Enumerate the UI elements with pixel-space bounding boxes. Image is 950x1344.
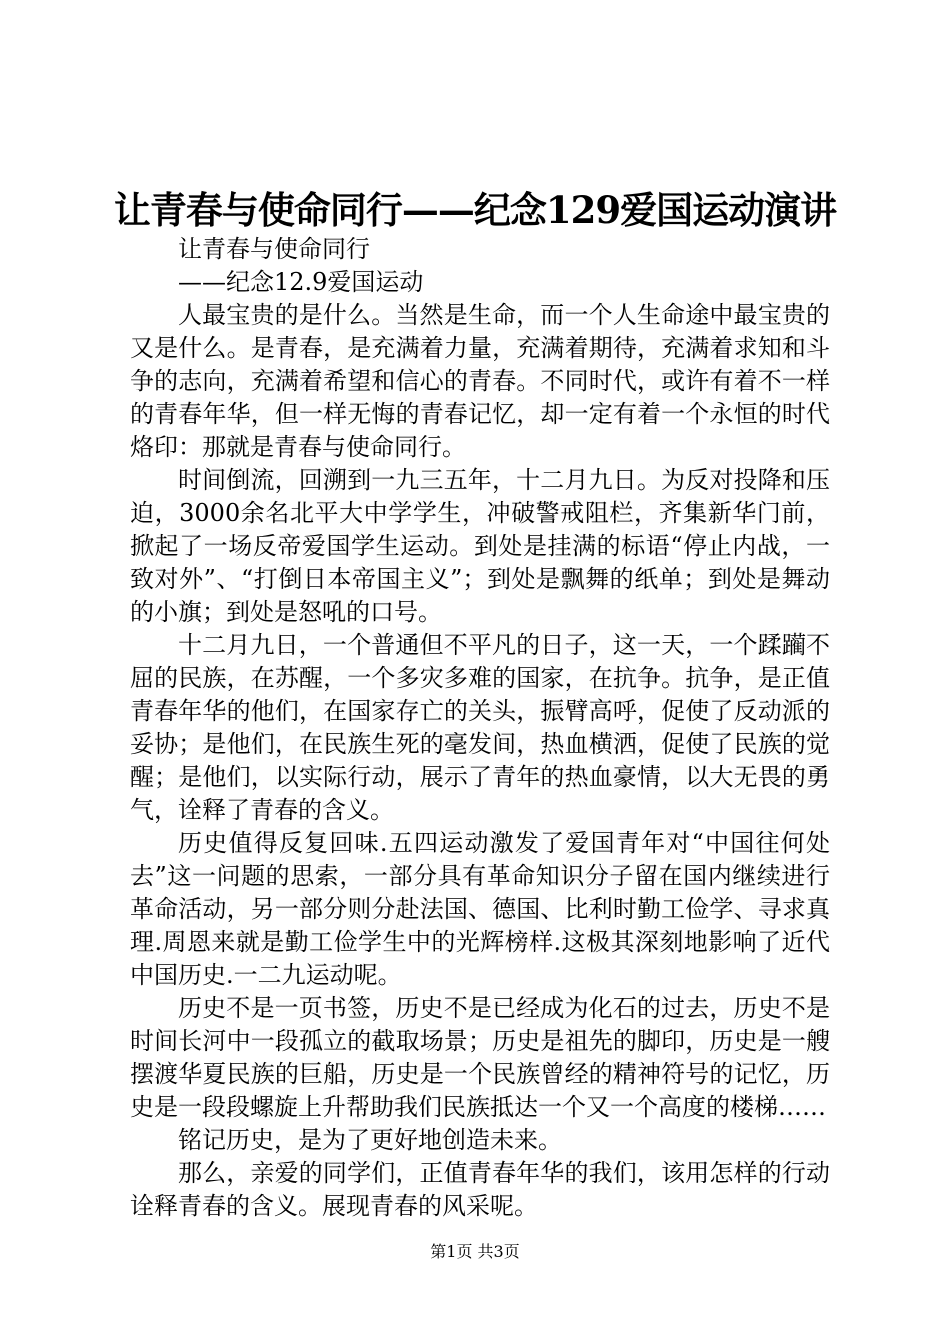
document-body [130, 233, 830, 1223]
body-paragraph: 铭记历史，是为了更好地创造未来。 [178, 1126, 562, 1154]
body-paragraph: 历史值得反复回味.五四运动激发了爱国青年对“中国往何处去”这一问题的思索，一部分具有革命知识分子留在国内继续进行革命活动，另一部分则分赴法国、德国、比利时勤工俭学、寻求真理.周恩来就是勤工俭学生中的光辉榜样.这极其深刻地影响了近代中国历史.一二九运动呢。 [130, 829, 830, 989]
body-paragraph: 十二月九日，一个普通但不平凡的日子，这一天，一个蹂躏不屈的民族，在苏醒，一个多灾多难的国家，在抗争。抗争，是正值青春年华的他们，在国家存亡的关头，振臂高呼，促使了反动派的妥协；是他们，在民族生死的毫发间，热血横洒，促使了民族的觉醒；是他们，以实际行动，展示了青年的热血豪情，以大无畏的勇气，诠释了青春的含义。 [130, 631, 830, 824]
page-title: 让青春与使命同行——纪念129爱国运动演讲 [113, 188, 837, 232]
body-paragraph: 人最宝贵的是什么。当然是生命，而一个人生命途中最宝贵的又是什么。是青春，是充满着力量，充满着期待，充满着求知和斗争的志向，充满着希望和信心的青春。不同时代，或许有着不一样的青春年华，但一样无悔的青春记忆，却一定有着一个永恒的时代烙印：那就是青春与使命同行。 [130, 301, 830, 461]
subtitle-line: 让青春与使命同行 [178, 235, 370, 263]
body-paragraph: 时间倒流，回溯到一九三五年，十二月九日。为反对投降和压迫，3000余名北平大中学学生，冲破警戒阻栏，齐集新华门前，掀起了一场反帝爱国学生运动。到处是挂满的标语“停止内战，一致对外”、“打倒日本帝国主义”；到处是飘舞的纸单；到处是舞动的小旗；到处是怒吼的口号。 [130, 466, 830, 626]
body-paragraph: 历史不是一页书签，历史不是已经成为化石的过去，历史不是时间长河中一段孤立的截取场景；历史是祖先的脚印，历史是一艘摆渡华夏民族的巨船，历史是一个民族曾经的精神符号的记忆，历史是一段段螺旋上升帮助我们民族抵达一个又一个高度的楼梯…… [130, 994, 830, 1121]
page-number-footer: 第1页 共3页 [430, 1242, 520, 1261]
subtitle-line: ——纪念12.9爱国运动 [178, 268, 424, 296]
body-paragraph: 那么，亲爱的同学们，正值青春年华的我们，该用怎样的行动诠释青春的含义。展现青春的风采呢。 [130, 1159, 830, 1220]
